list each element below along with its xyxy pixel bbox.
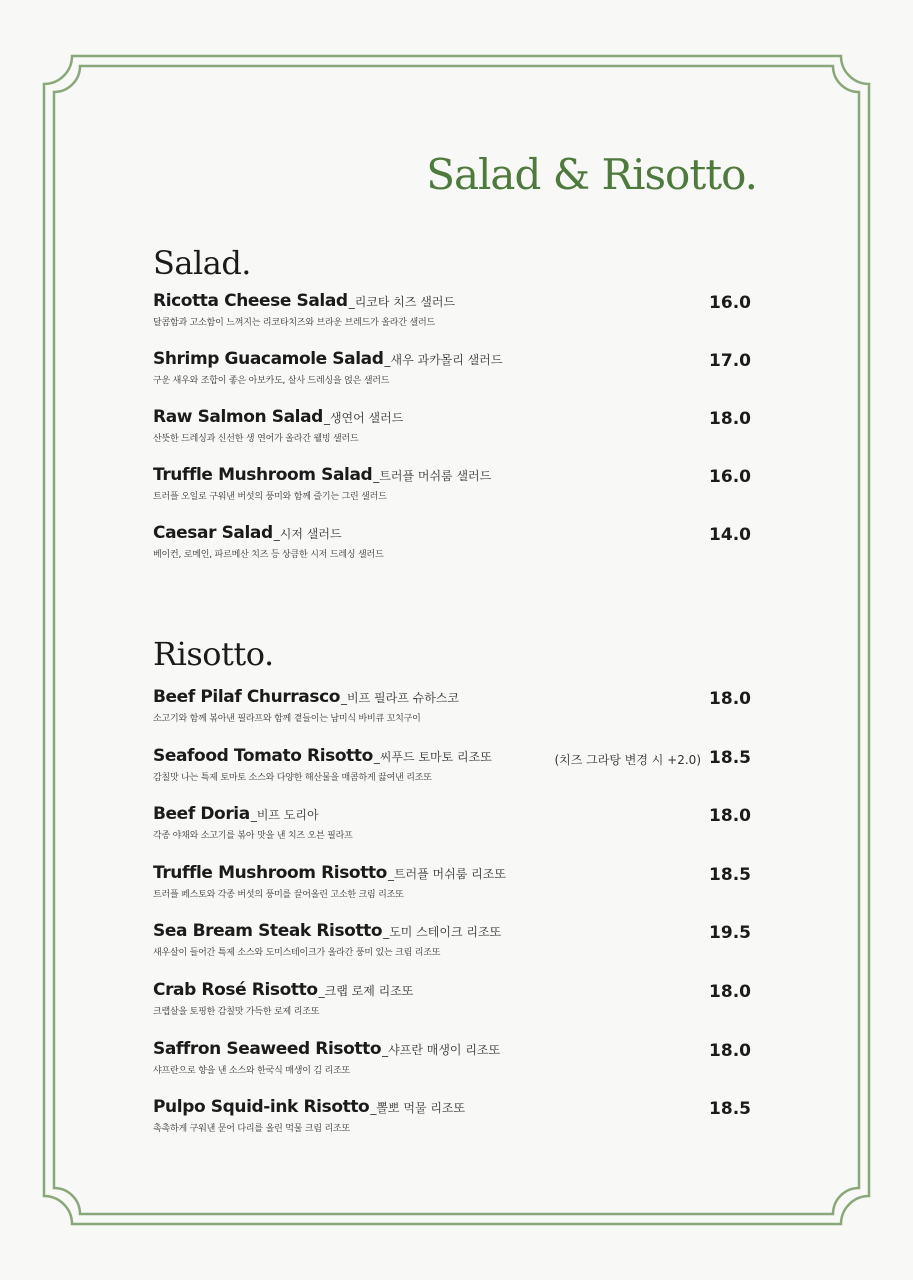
item-name: Ricotta Cheese Salad (153, 291, 348, 311)
item-name-line (153, 407, 403, 427)
item-korean-name: _비프 도리아 (250, 808, 319, 822)
item-korean-name: _리코타 치즈 샐러드 (348, 295, 456, 309)
item-korean-name: _도미 스테이크 리조또 (383, 925, 502, 939)
page-title: Salad & Risotto. (426, 150, 757, 199)
section-title-salad: Salad. (153, 244, 251, 282)
menu-item (153, 921, 751, 961)
item-price: 18.0 (709, 982, 751, 1002)
item-name: Sea Bream Steak Risotto (153, 921, 383, 941)
item-name-line (153, 921, 501, 941)
menu-item (153, 1039, 751, 1079)
item-price: 16.0 (709, 293, 751, 313)
item-korean-name: _시저 샐러드 (273, 527, 342, 541)
menu-item (153, 291, 751, 331)
item-korean-name: _뽈뽀 먹물 리조또 (370, 1101, 466, 1115)
item-price: 18.0 (709, 409, 751, 429)
item-name-line (153, 687, 459, 707)
menu-item (153, 349, 751, 389)
item-korean-name: _생연어 샐러드 (323, 411, 404, 425)
item-price: 16.0 (709, 467, 751, 487)
item-name: Saffron Seaweed Risotto (153, 1039, 382, 1059)
item-name: Raw Salmon Salad (153, 407, 323, 427)
menu-item (153, 687, 751, 727)
item-description: 산뜻한 드레싱과 신선한 생 연어가 올라간 웰빙 샐러드 (153, 434, 359, 444)
item-name: Truffle Mushroom Risotto (153, 863, 387, 883)
item-description: 촉촉하게 구워낸 문어 다리를 올린 먹물 크림 리조또 (153, 1124, 351, 1134)
item-price: 18.5 (709, 748, 751, 768)
item-korean-name: _크랩 로제 리조또 (318, 984, 414, 998)
item-name-line (153, 746, 492, 766)
item-name-line (153, 980, 413, 1000)
item-price: 17.0 (709, 351, 751, 371)
menu-item (153, 1097, 751, 1137)
item-price: 14.0 (709, 525, 751, 545)
item-description: 소고기와 함께 볶아낸 필라프와 함께 곁들이는 남미식 바비큐 꼬치구이 (153, 714, 421, 724)
item-description: 새우살이 들어간 특제 소스와 도미스테이크가 올라간 풍미 있는 크림 리조또 (153, 948, 441, 958)
item-name: Beef Pilaf Churrasco (153, 687, 341, 707)
menu-item (153, 523, 751, 563)
menu-item (153, 746, 751, 786)
menu-item (153, 863, 751, 903)
item-description: 달콤함과 고소함이 느껴지는 리코타치즈와 브라운 브레드가 올라간 샐러드 (153, 318, 435, 328)
item-name-line (153, 804, 319, 824)
item-name-line (153, 291, 455, 311)
item-name-line (153, 1039, 500, 1059)
item-price: 18.0 (709, 689, 751, 709)
item-name: Truffle Mushroom Salad (153, 465, 373, 485)
item-description: 감칠맛 나는 특제 토마토 소스와 다양한 해산물을 매콤하게 끓여낸 리조또 (153, 773, 432, 783)
item-note: (치즈 그라탕 변경 시 +2.0) (554, 753, 701, 767)
item-name: Caesar Salad (153, 523, 273, 543)
item-price: 18.5 (709, 1099, 751, 1119)
item-description: 트러플 오일로 구워낸 버섯의 풍미와 함께 즐기는 그린 샐러드 (153, 492, 387, 502)
item-name: Beef Doria (153, 804, 250, 824)
item-price: 18.5 (709, 865, 751, 885)
item-name-line (153, 863, 506, 883)
item-name: Crab Rosé Risotto (153, 980, 318, 1000)
item-name-line (153, 523, 342, 543)
menu-item (153, 465, 751, 505)
item-description: 크랩살을 토핑한 감칠맛 가득한 로제 리조또 (153, 1007, 320, 1017)
item-korean-name: _샤프란 매생이 리조또 (382, 1043, 501, 1057)
item-name-line (153, 349, 502, 369)
item-price: 18.0 (709, 1041, 751, 1061)
item-korean-name: _비프 필라프 슈하스코 (341, 691, 459, 705)
item-description: 트러플 페스토와 각종 버섯의 풍미를 끌어올린 고소한 크림 리조또 (153, 890, 404, 900)
item-name: Pulpo Squid-ink Risotto (153, 1097, 370, 1117)
item-description: 베이컨, 로메인, 파르메산 치즈 등 상큼한 시저 드레싱 샐러드 (153, 550, 384, 560)
item-name-line (153, 1097, 465, 1117)
item-name: Shrimp Guacamole Salad (153, 349, 384, 369)
item-description: 샤프란으로 향을 낸 소스와 한국식 매생이 김 리조또 (153, 1066, 351, 1076)
item-korean-name: _새우 과카몰리 샐러드 (384, 353, 503, 367)
item-price: 18.0 (709, 806, 751, 826)
item-description: 각종 야채와 소고기를 볶아 맛을 낸 치즈 오븐 필라프 (153, 831, 353, 841)
section-title-risotto: Risotto. (153, 635, 274, 673)
item-name-line (153, 465, 491, 485)
item-description: 구운 새우와 조합이 좋은 아보카도, 살사 드레싱을 얹은 샐러드 (153, 376, 390, 386)
item-korean-name: _트러플 머쉬룸 리조또 (387, 867, 506, 881)
menu-item (153, 980, 751, 1020)
item-korean-name: _씨푸드 토마토 리조또 (373, 750, 492, 764)
menu-item (153, 804, 751, 844)
menu-item (153, 407, 751, 447)
item-name: Seafood Tomato Risotto (153, 746, 373, 766)
item-korean-name: _트러플 머쉬룸 샐러드 (373, 469, 492, 483)
item-price: 19.5 (709, 923, 751, 943)
